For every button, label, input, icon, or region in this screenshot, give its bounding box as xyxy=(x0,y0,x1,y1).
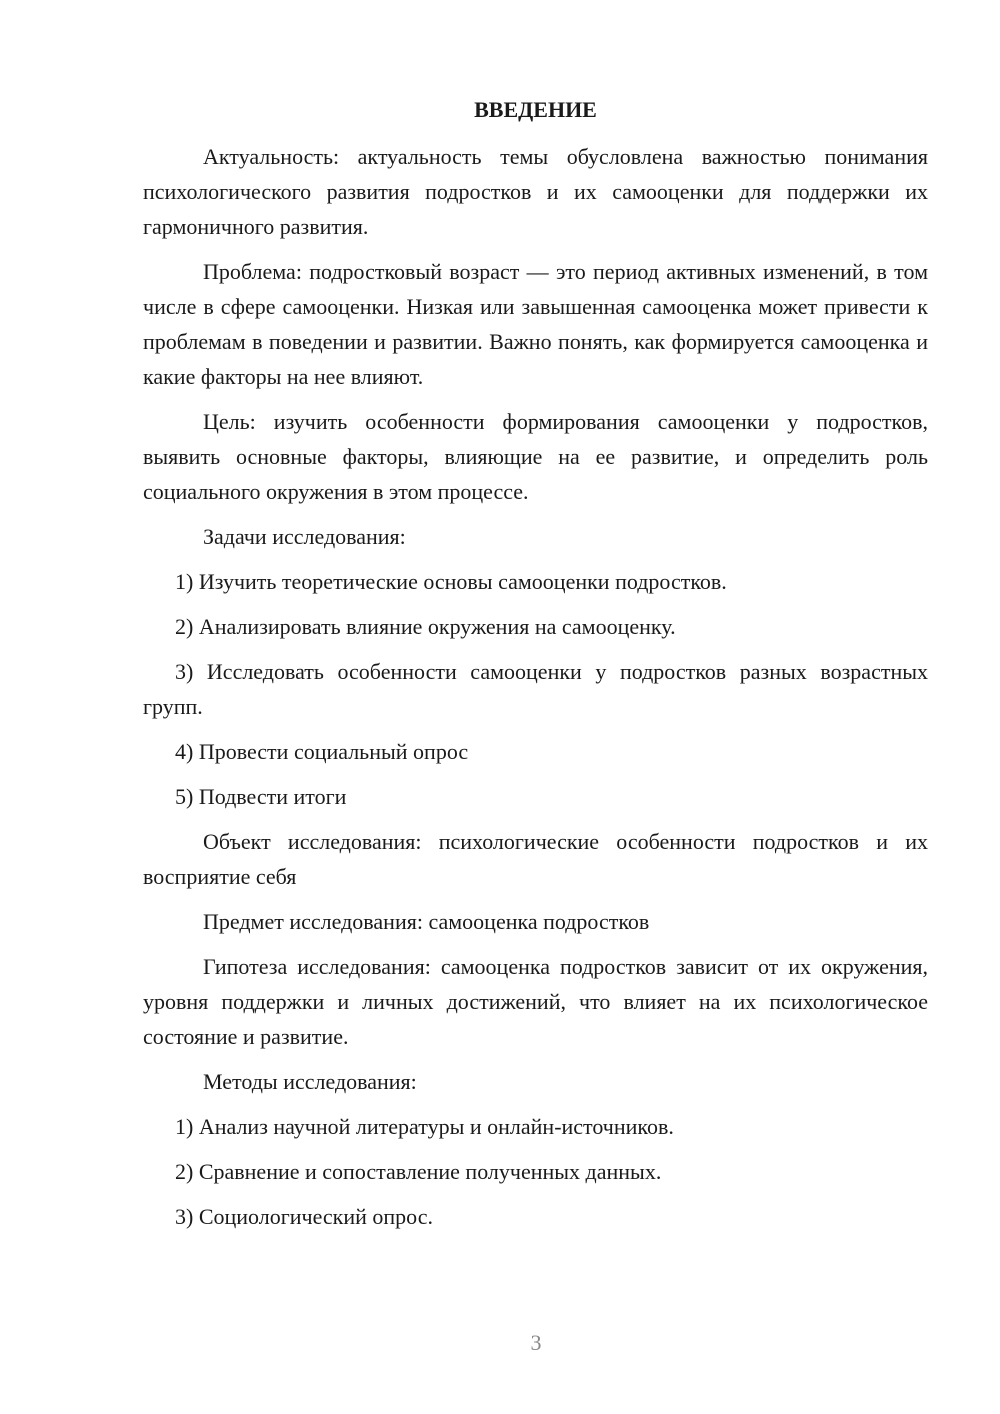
page-number: 3 xyxy=(530,1330,542,1355)
hypothesis-paragraph: Гипотеза исследования: самооценка подростков зависит от их окружения, уровня поддержки и личных достижений, что влияет на их психологическое состояние и развитие. xyxy=(143,954,928,1049)
document-page xyxy=(143,92,928,1244)
task-item: 3) Исследовать особенности самооценки у подростков разных возрастных групп. xyxy=(143,659,928,719)
method-item: 1) Анализ научной литературы и онлайн-источников. xyxy=(175,1114,674,1139)
task-item: 1) Изучить теоретические основы самооценки подростков. xyxy=(175,569,727,594)
goal-paragraph: Цель: изучить особенности формирования самооценки у подростков, выявить основные факторы, влияющие на ее развитие, и определить роль социального окружения в этом процессе. xyxy=(143,409,928,504)
methods-heading: Методы исследования: xyxy=(203,1069,417,1094)
task-item: 4) Провести социальный опрос xyxy=(175,739,469,764)
task-item: 5) Подвести итоги xyxy=(175,784,347,809)
section-title: ВВЕДЕНИЕ xyxy=(474,97,597,122)
object-paragraph: Объект исследования: психологические особенности подростков и их восприятие себя xyxy=(143,829,928,889)
problem-paragraph: Проблема: подростковый возраст — это период активных изменений, в том числе в сфере самооценки. Низкая или завышенная самооценка может привести к проблемам в поведении и развитии. Важно понять, как формируется самооценка и какие факторы на нее влияют. xyxy=(143,259,928,389)
subject-paragraph: Предмет исследования: самооценка подростков xyxy=(203,909,650,934)
task-item: 2) Анализировать влияние окружения на самооценку. xyxy=(175,614,676,639)
method-item: 3) Социологический опрос. xyxy=(175,1204,433,1229)
relevance-paragraph: Актуальность: актуальность темы обусловлена важностью понимания психологического развития подростков и их самооценки для поддержки их гармоничного развития. xyxy=(143,144,928,239)
method-item: 2) Сравнение и сопоставление полученных данных. xyxy=(175,1159,662,1184)
tasks-heading: Задачи исследования: xyxy=(203,524,406,549)
